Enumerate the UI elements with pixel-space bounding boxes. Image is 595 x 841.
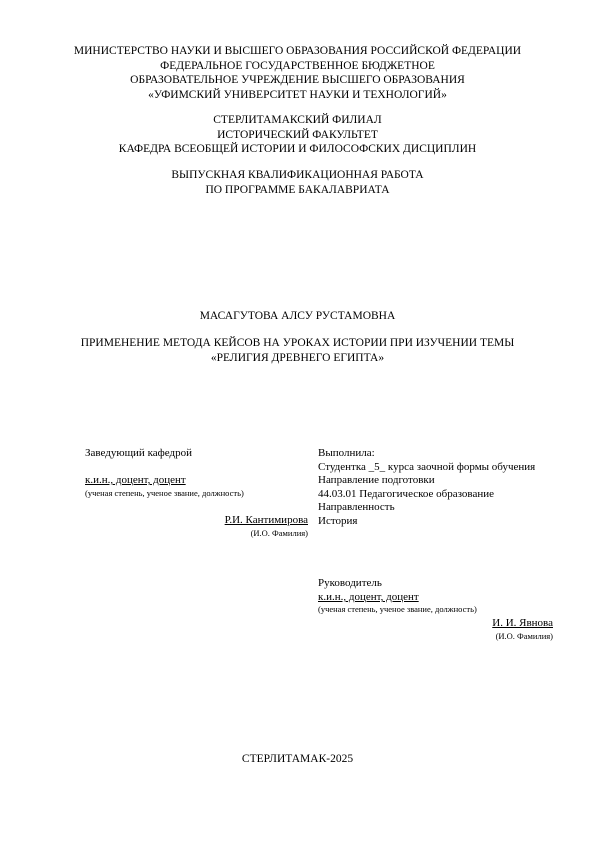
performer-label: Выполнила: xyxy=(318,447,375,459)
head-of-department-label: Заведующий кафедрой xyxy=(85,447,192,459)
work-type-line: ВЫПУСКНАЯ КВАЛИФИКАЦИОННАЯ РАБОТА xyxy=(171,169,424,181)
branch-line: СТЕРЛИТАМАКСКИЙ ФИЛИАЛ xyxy=(213,114,382,126)
direction-value: 44.03.01 Педагогическое образование xyxy=(318,488,495,500)
supervisor-degree-hint: (ученая степень, ученое звание, должность) xyxy=(318,604,477,614)
direction-label: Направление подготовки xyxy=(318,474,435,486)
supervisor-name-hint: (И.О. Фамилия) xyxy=(495,631,553,641)
title-line: ПРИМЕНЕНИЕ МЕТОДА КЕЙСОВ НА УРОКАХ ИСТОРИИ ПРИ ИЗУЧЕНИИ ТЕМЫ xyxy=(80,337,515,349)
head-name: Р.И. Кантимирова xyxy=(224,514,308,526)
ministry-line: МИНИСТЕРСТВО НАУКИ И ВЫСШЕГО ОБРАЗОВАНИЯ РОССИЙСКОЙ ФЕДЕРАЦИИ xyxy=(73,45,522,57)
focus-value: История xyxy=(318,515,358,527)
head-degree-hint: (ученая степень, ученое звание, должность) xyxy=(85,488,244,498)
ministry-line: ФЕДЕРАЛЬНОЕ ГОСУДАРСТВЕННОЕ БЮДЖЕТНОЕ xyxy=(160,59,435,72)
work-type-line: ПО ПРОГРАММЕ БАКАЛАВРИАТА xyxy=(205,183,390,196)
title-line: «РЕЛИГИЯ ДРЕВНЕГО ЕГИПТА» xyxy=(210,351,385,364)
author-name: МАСАГУТОВА АЛСУ РУСТАМОВНА xyxy=(199,310,396,322)
faculty-line: ИСТОРИЧЕСКИЙ ФАКУЛЬТЕТ xyxy=(217,128,378,141)
supervisor-name: И. И. Явнова xyxy=(492,617,553,629)
ministry-header xyxy=(0,44,595,103)
ministry-line: ОБРАЗОВАТЕЛЬНОЕ УЧРЕЖДЕНИЕ ВЫСШЕГО ОБРАЗОВАНИЯ xyxy=(130,74,465,87)
performer-student: Студентка _5_ курса заочной формы обучения xyxy=(318,461,536,473)
city-year-footer: СТЕРЛИТАМАК-2025 xyxy=(241,753,354,765)
work-type xyxy=(0,168,595,197)
head-degree: к.и.н., доцент, доцент xyxy=(85,474,186,486)
university-name: «УФИМСКИЙ УНИВЕРСИТЕТ НАУКИ И ТЕХНОЛОГИЙ» xyxy=(148,89,447,102)
focus-label: Направленность xyxy=(318,501,395,513)
head-name-hint: (И.О. Фамилия) xyxy=(250,528,308,538)
supervisor-label: Руководитель xyxy=(318,577,382,589)
thesis-title xyxy=(0,336,595,365)
branch-header xyxy=(0,113,595,157)
department-line: КАФЕДРА ВСЕОБЩЕЙ ИСТОРИИ И ФИЛОСОФСКИХ ДИСЦИПЛИН xyxy=(118,143,477,156)
supervisor-degree: к.и.н., доцент, доцент xyxy=(318,591,419,603)
